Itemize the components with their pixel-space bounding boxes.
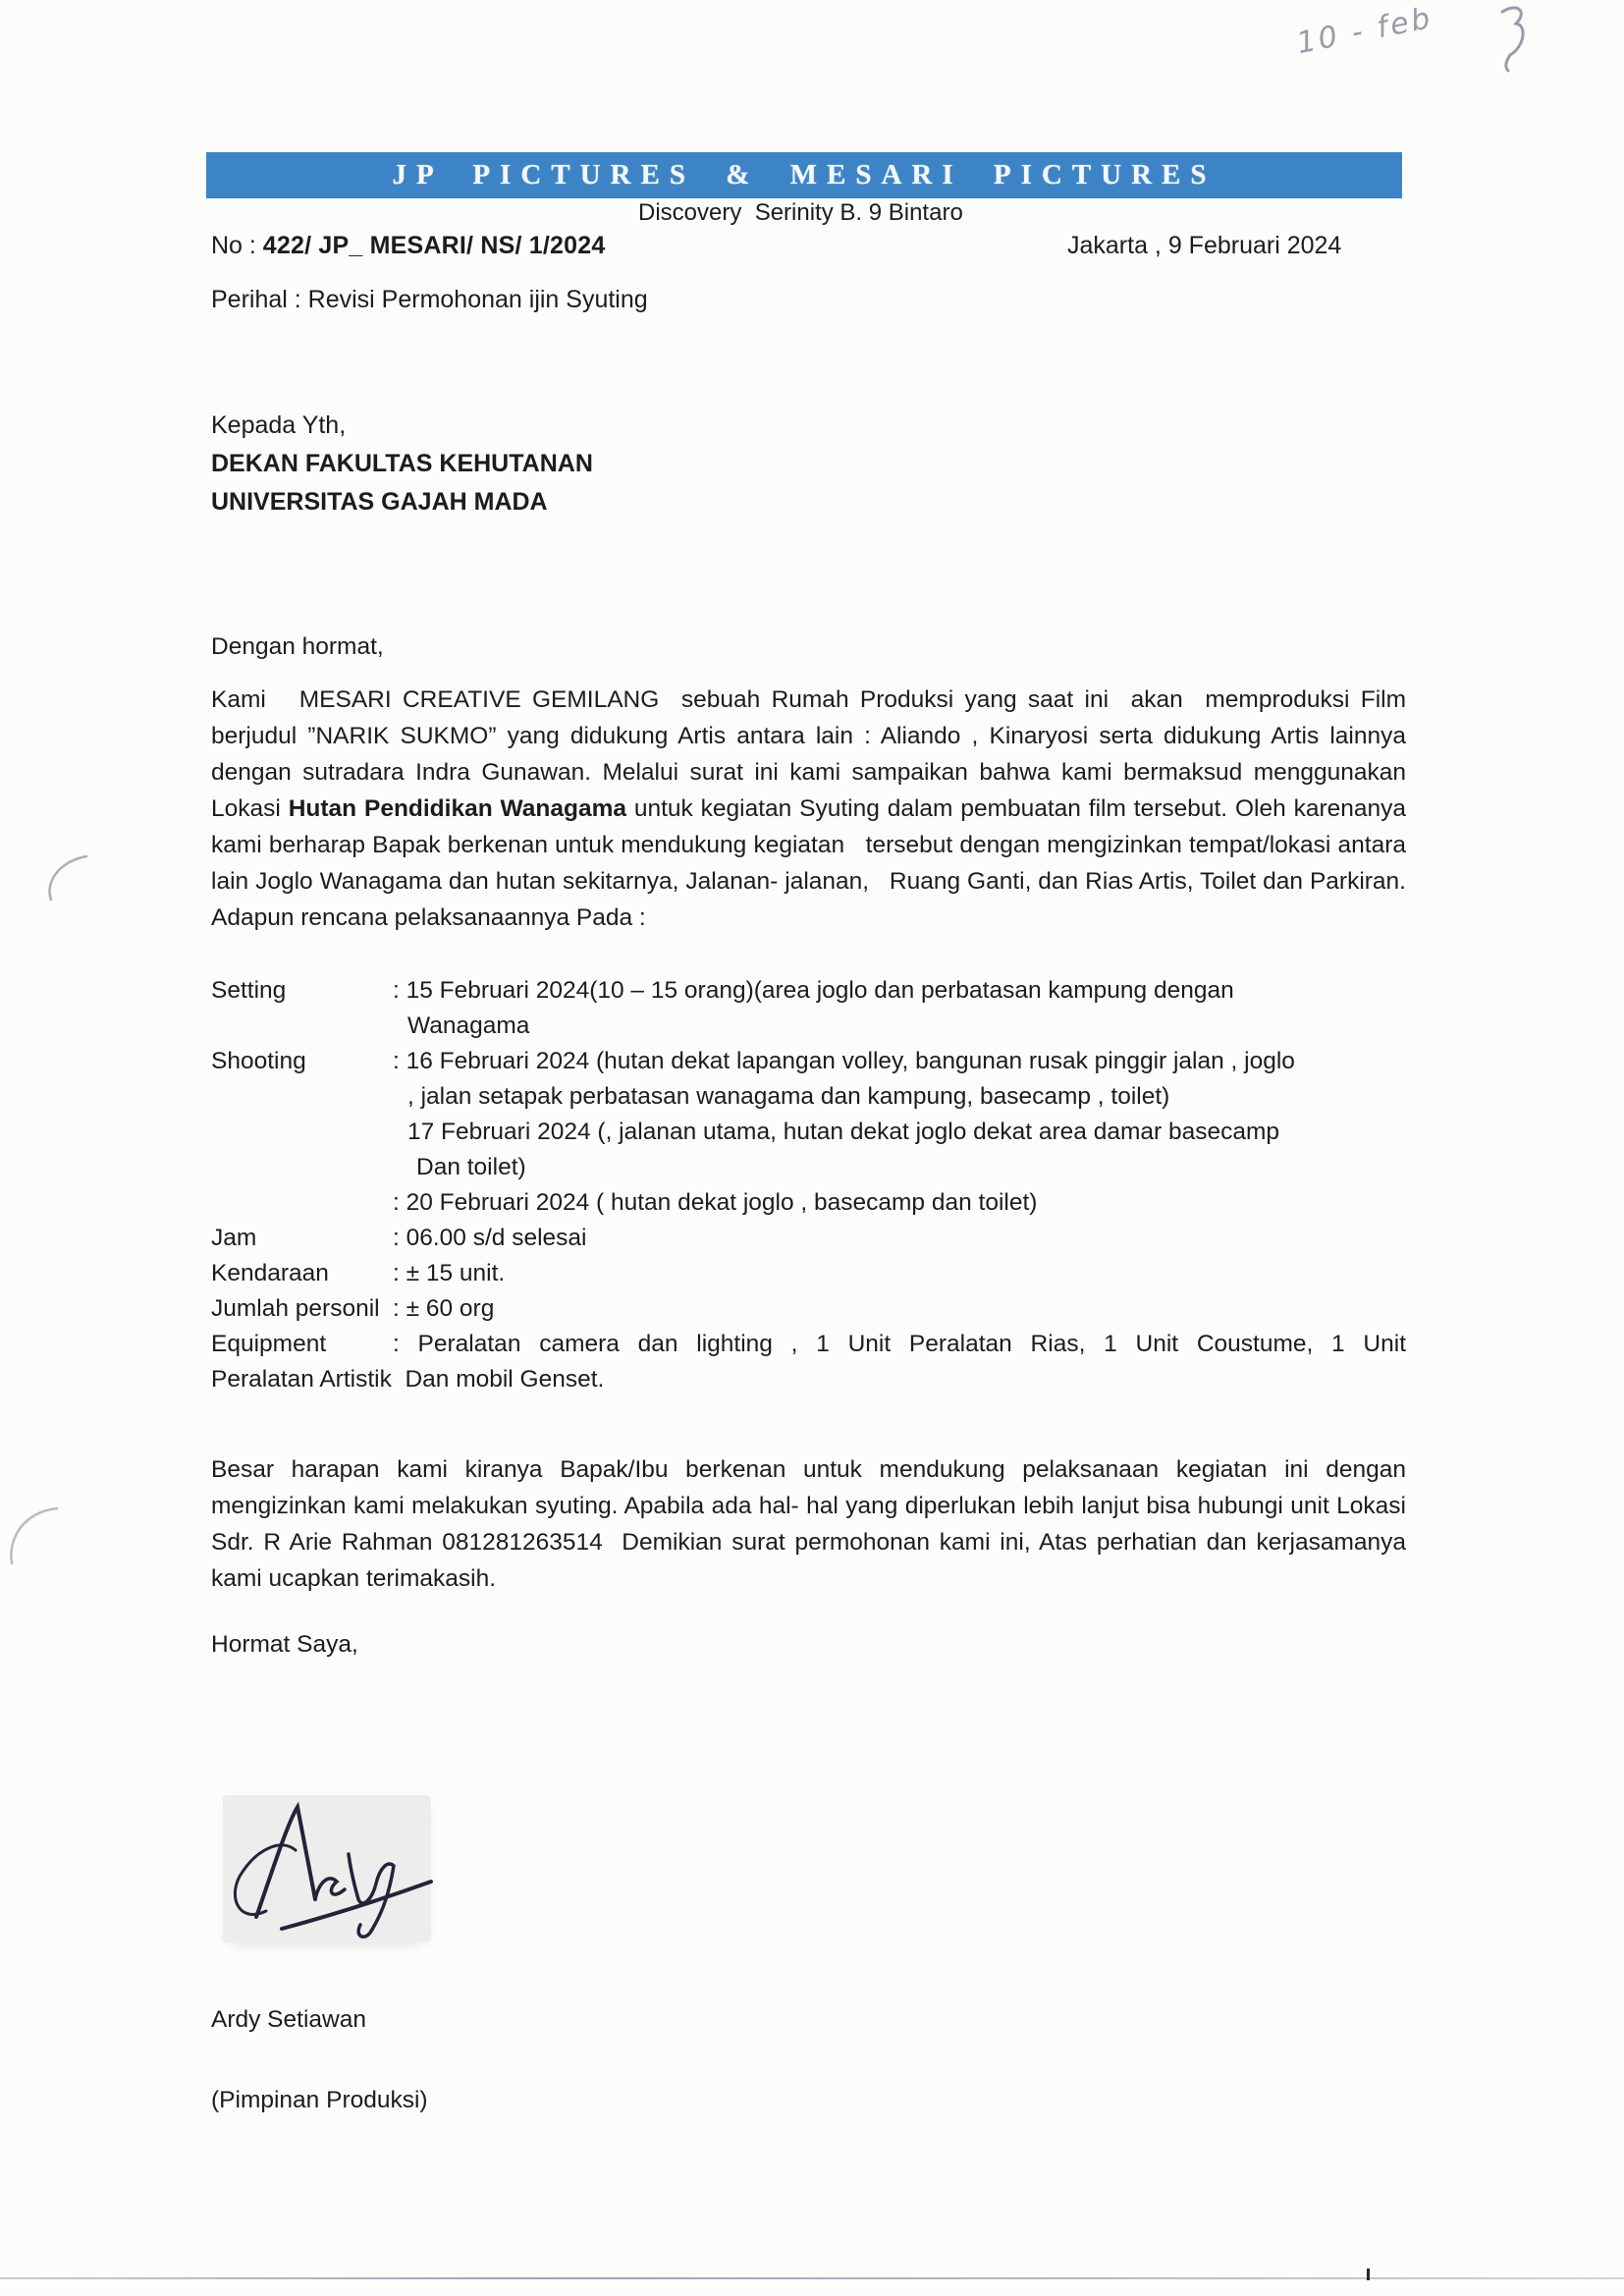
body-paragraph: Kami MESARI CREATIVE GEMILANG sebuah Rumah Produksi yang saat ini akan memproduksi Film berjudul ”NARIK SUKMO” yang didukung Artis antara lain : Aliando , Kinaryosi serta didukung Artis lainnya dengan sutradara Indra Gunawan. Melalui surat ini kami sampaikan bahwa kami bermaksud menggunakan Lokasi Hutan Pendidikan Wanagama untuk kegiatan Syuting dalam pembuatan film tersebut. Oleh karenanya kami berharap Bapak berkenan untuk mendukung kegiatan tersebut dengan mengizinkan tempat/lokasi antara lain Joglo Wanagama dan hutan sekitarnya, Jalanan- jalanan, Ruang Ganti, dan Rias Artis, Toilet dan Parkiran. Adapun rencana pelaksanaannya Pada : (211, 686, 1413, 931)
letter-number: No : 422/ JP_ MESARI/ NS/ 1/2024 (211, 232, 606, 259)
company-name: JP PICTURES & MESARI PICTURES (392, 159, 1217, 191)
signer-name: Ardy Setiawan (211, 2006, 366, 2033)
signature-area (223, 1795, 431, 1942)
schedule-row: Wanagama (407, 1012, 530, 1039)
recipient-salutation: Kepada Yth, (211, 411, 347, 439)
scan-artifact-curl-icon (4, 1501, 65, 1569)
letter-body (211, 629, 1413, 2118)
schedule-row-setting: Setting : 15 Februari 2024(10 – 15 orang)(area joglo dan perbatasan kampung dengan (211, 977, 1234, 1004)
schedule-row-jam: Jam : 06.00 s/d selesai (211, 1225, 587, 1251)
scan-edge-tick (1367, 2269, 1370, 2280)
letterhead-address: Discovery Serinity B. 9 Bintaro (638, 199, 963, 226)
subject-line: Perihal : Revisi Permohonan ijin Syuting (211, 286, 648, 313)
scan-edge-line (0, 2277, 1624, 2279)
recipient-name: DEKAN FAKULTAS KEHUTANAN (211, 450, 593, 477)
reference-row (211, 232, 1406, 260)
letter-city-date: Jakarta , 9 Februari 2024 (1067, 232, 1342, 259)
schedule-row: , jalan setapak perbatasan wanagama dan kampung, basecamp , toilet) (407, 1083, 1170, 1110)
schedule-row-kendaraan: Kendaraan : ± 15 unit. (211, 1260, 506, 1286)
scan-artifact-curl-icon (41, 850, 92, 905)
schedule-block (211, 973, 1406, 1397)
greeting: Dengan hormat, (211, 633, 384, 660)
recipient-block (211, 407, 593, 521)
schedule-row: Dan toilet) (416, 1154, 526, 1180)
signer-title: (Pimpinan Produksi) (211, 2087, 428, 2113)
letterhead-banner (206, 152, 1402, 198)
schedule-row: Peralatan Artistik Dan mobil Genset. (211, 1366, 605, 1393)
signature-image (223, 1795, 449, 1952)
recipient-institution: UNIVERSITAS GAJAH MADA (211, 488, 548, 516)
handwritten-squiggle-icon (1485, 4, 1545, 77)
schedule-row: 17 Februari 2024 (, jalanan utama, hutan dekat joglo dekat area damar basecamp (407, 1119, 1280, 1145)
schedule-row-personil: Jumlah personil : ± 60 org (211, 1295, 495, 1322)
closing-paragraph: Besar harapan kami kiranya Bapak/Ibu berkenan untuk mendukung pelaksanaan kegiatan ini dengan mengizinkan kami melakukan syuting. Apabila ada hal- hal yang diperlukan lebih lanjut bisa hubungi unit Lokasi Sdr. R Arie Rahman 081281263514 Demikian surat permohonan kami ini, Atas perhatian dan kerjasamanya kami ucapkan terimakasih. (211, 1456, 1413, 1592)
schedule-row-shooting: Shooting : 16 Februari 2024 (hutan dekat lapangan volley, bangunan rusak pinggir jalan , joglo (211, 1048, 1295, 1074)
schedule-row: : 20 Februari 2024 ( hutan dekat joglo , basecamp dan toilet) (393, 1189, 1038, 1216)
location-name-bold: Hutan Pendidikan Wanagama (288, 795, 626, 822)
handwritten-date-note: 10 - feb (1293, 0, 1436, 62)
schedule-row-equipment: Equipment : Peralatan camera dan lighting , 1 Unit Peralatan Rias, 1 Unit Coustume, 1 Unit (211, 1331, 1406, 1357)
closing-salutation: Hormat Saya, (211, 1631, 358, 1658)
